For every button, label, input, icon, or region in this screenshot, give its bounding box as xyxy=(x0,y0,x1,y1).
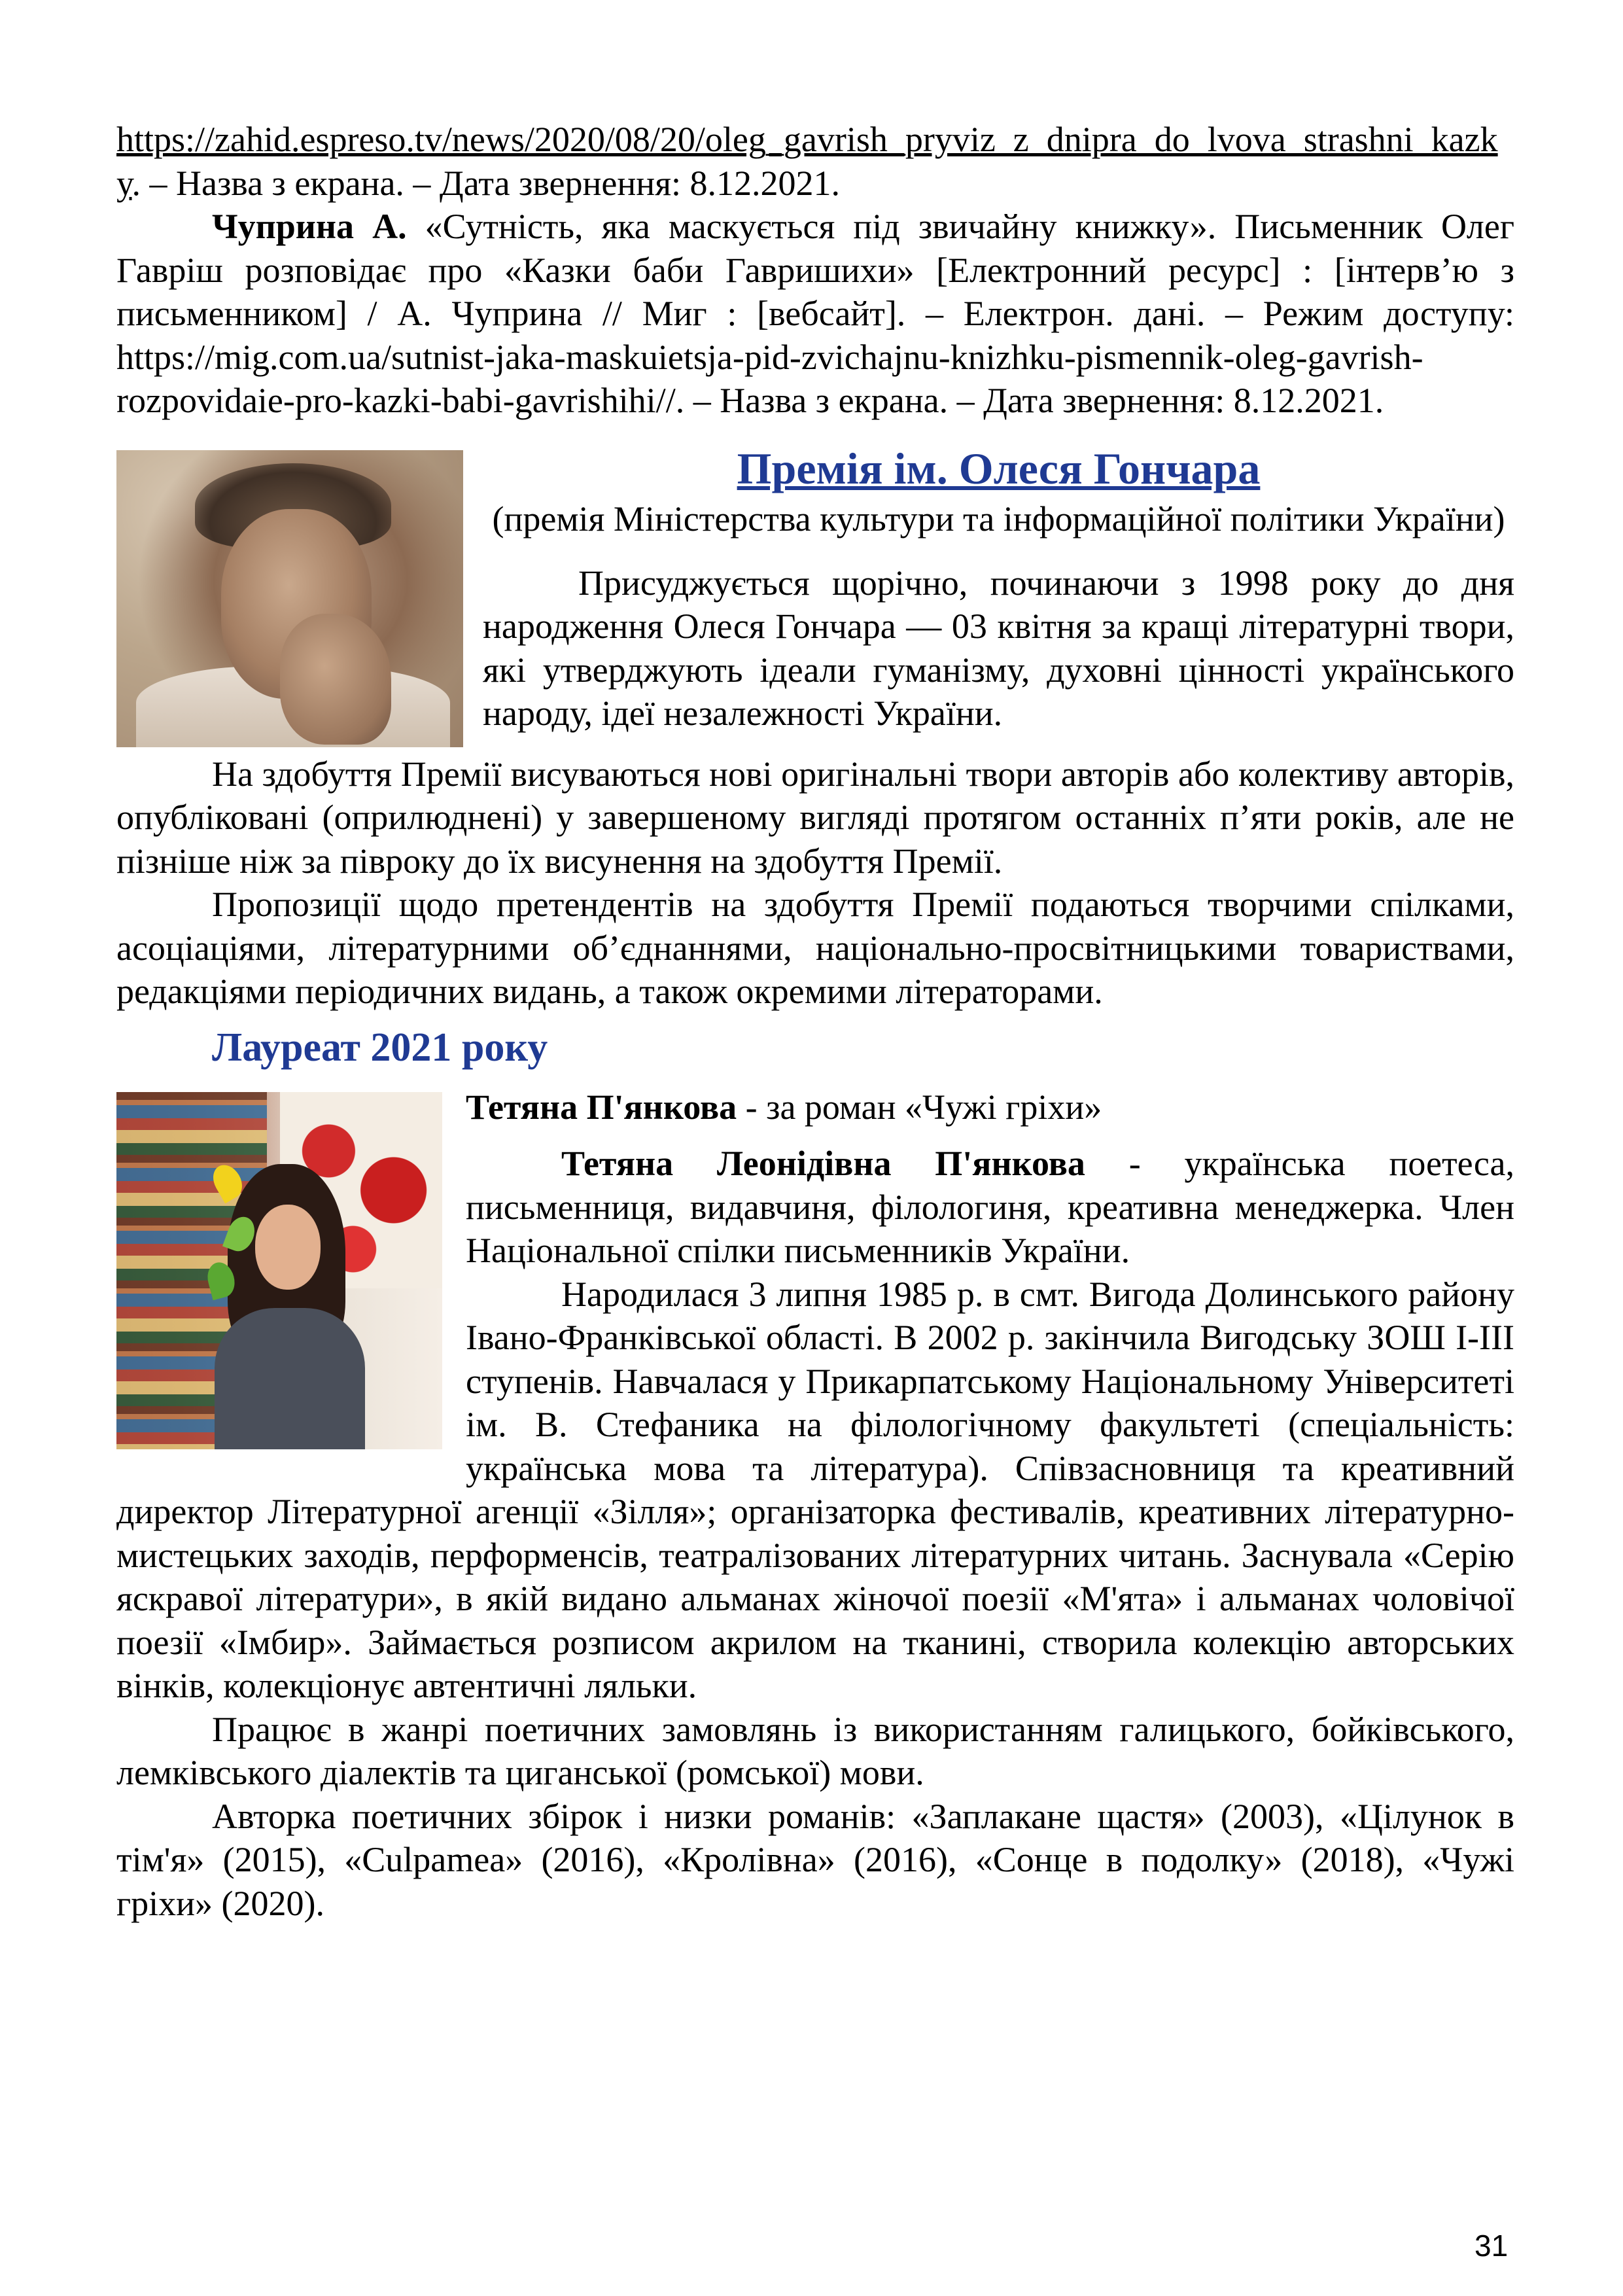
laureate-biography: Народилася 3 липня 1985 р. в смт. Вигода Долинського району Івано-Франківської області. В 2002 р. закінчила Вигодську ЗОШ І-ІІІ ступенів. Навчалася у Прикарпатському Національному Університеті ім. В. Стефаника на філологічному факультеті (спеціальність: українська мова та література). Співзасновниця та креативний директор Літературної агенції «Зілля»; організаторка фестивалів, креативних літературно-мистецьких заходів, перформенсів, театралізованих літературних читань. Заснувала «Серію яскравої літератури», в якій видано альманах жіночої поезії «М'ята» і альманах чоловічої поезії «Імбир». Займається розписом акрилом на тканині, створила колекцію авторських вінків, колекціонує автентичні ляльки. xyxy=(116,1274,1514,1705)
prize-section xyxy=(116,437,1514,1014)
laureate-section xyxy=(116,1086,1514,1926)
prize-title[interactable]: Премія ім. Олеся Гончара xyxy=(737,443,1261,493)
reference-text: «Сутність, яка маскується під звичайну книжку». Письменник Олег Гавріш розповідає про «Казки баби Гавришихи» [Електронний ресурс] : [інтерв’ю з письменником] / А. Чуприна // Миг : [вебсайт]. – Електрон. дані. – Режим доступу: https://mig.com.ua/sutnist-jaka-maskuietsja-pid-zvichajnu-knizhku-pismennik-oleg-gavrish-rozpovidaie-pro-kazki-babi-gavrishihi//. – Назва з екрана. – Дата звернення: 8.12.2021. xyxy=(116,207,1514,420)
prize-nomination-rules: На здобуття Премії висуваються нові оригінальні твори авторів або колективу авторів, опубліковані (оприлюднені) у завершеному вигляді протягом останніх п’яти років, але не пізніше ніж за півроку до їх висунення на здобуття Премії. xyxy=(116,754,1514,881)
prize-proposal-rules: Пропозиції щодо претендентів на здобуття Премії подаються творчими спілками, асоціаціями, літературними об’єднаннями, національно-просвітницькими товариствами, редакціями періодичних видань, а також окремими літераторами. xyxy=(116,885,1514,1011)
reference-espreso xyxy=(116,118,1514,205)
laureate-award-text: - за роман «Чужі гріхи» xyxy=(737,1087,1102,1127)
reference-author: Чуприна А. xyxy=(212,207,407,246)
page-content xyxy=(116,118,1514,1925)
prize-description: Присуджується щорічно, починаючи з 1998 року до дня народження Олеся Гончара — 03 квітня за кращі літературні твори, які утверджують ідеали гуманізму, духовні цінності українського народу, ідеї незалежності України. xyxy=(483,563,1514,733)
tetiana-pianakova-photo xyxy=(116,1092,442,1449)
oles-honchar-photo xyxy=(116,450,463,747)
reference-link-suffix: . – Назва з екрана. – Дата звернення: 8.12.2021. xyxy=(131,163,841,203)
reference-link[interactable]: https://zahid.espreso.tv/news/2020/08/20/oleg_gavrish_pryviz_z_dnipra_do_lvova_strashni_kazky xyxy=(116,120,1498,203)
laureate-works: Авторка поетичних збірок і низки романів: «Заплакане щастя» (2003), «Цілунок в тім'я» (2015), «Culpamea» (2016), «Кролівна» (2016), «Сонце в подолку» (2018), «Чужі гріхи» (2020). xyxy=(116,1796,1514,1923)
laureate-heading: Лауреат 2021 року xyxy=(212,1025,548,1070)
laureate-name: Тетяна П'янкова xyxy=(466,1087,737,1127)
reference-chuprina xyxy=(116,205,1514,423)
laureate-full-name: Тетяна Леонідівна П'янкова xyxy=(561,1144,1085,1183)
prize-subtitle: (премія Міністерства культури та інформаційної політики України) xyxy=(492,499,1505,539)
laureate-bio-intro-text: - українська поетеса, письменниця, видавчиня, філологиня, креативна менеджерка. Член Національної спілки письменників України. xyxy=(466,1144,1514,1270)
page-number: 31 xyxy=(1475,2229,1509,2263)
laureate-genre: Працює в жанрі поетичних замовлянь із використанням галицького, бойківського, лемківського діалектів та циганської (ромської) мови. xyxy=(116,1709,1514,1792)
